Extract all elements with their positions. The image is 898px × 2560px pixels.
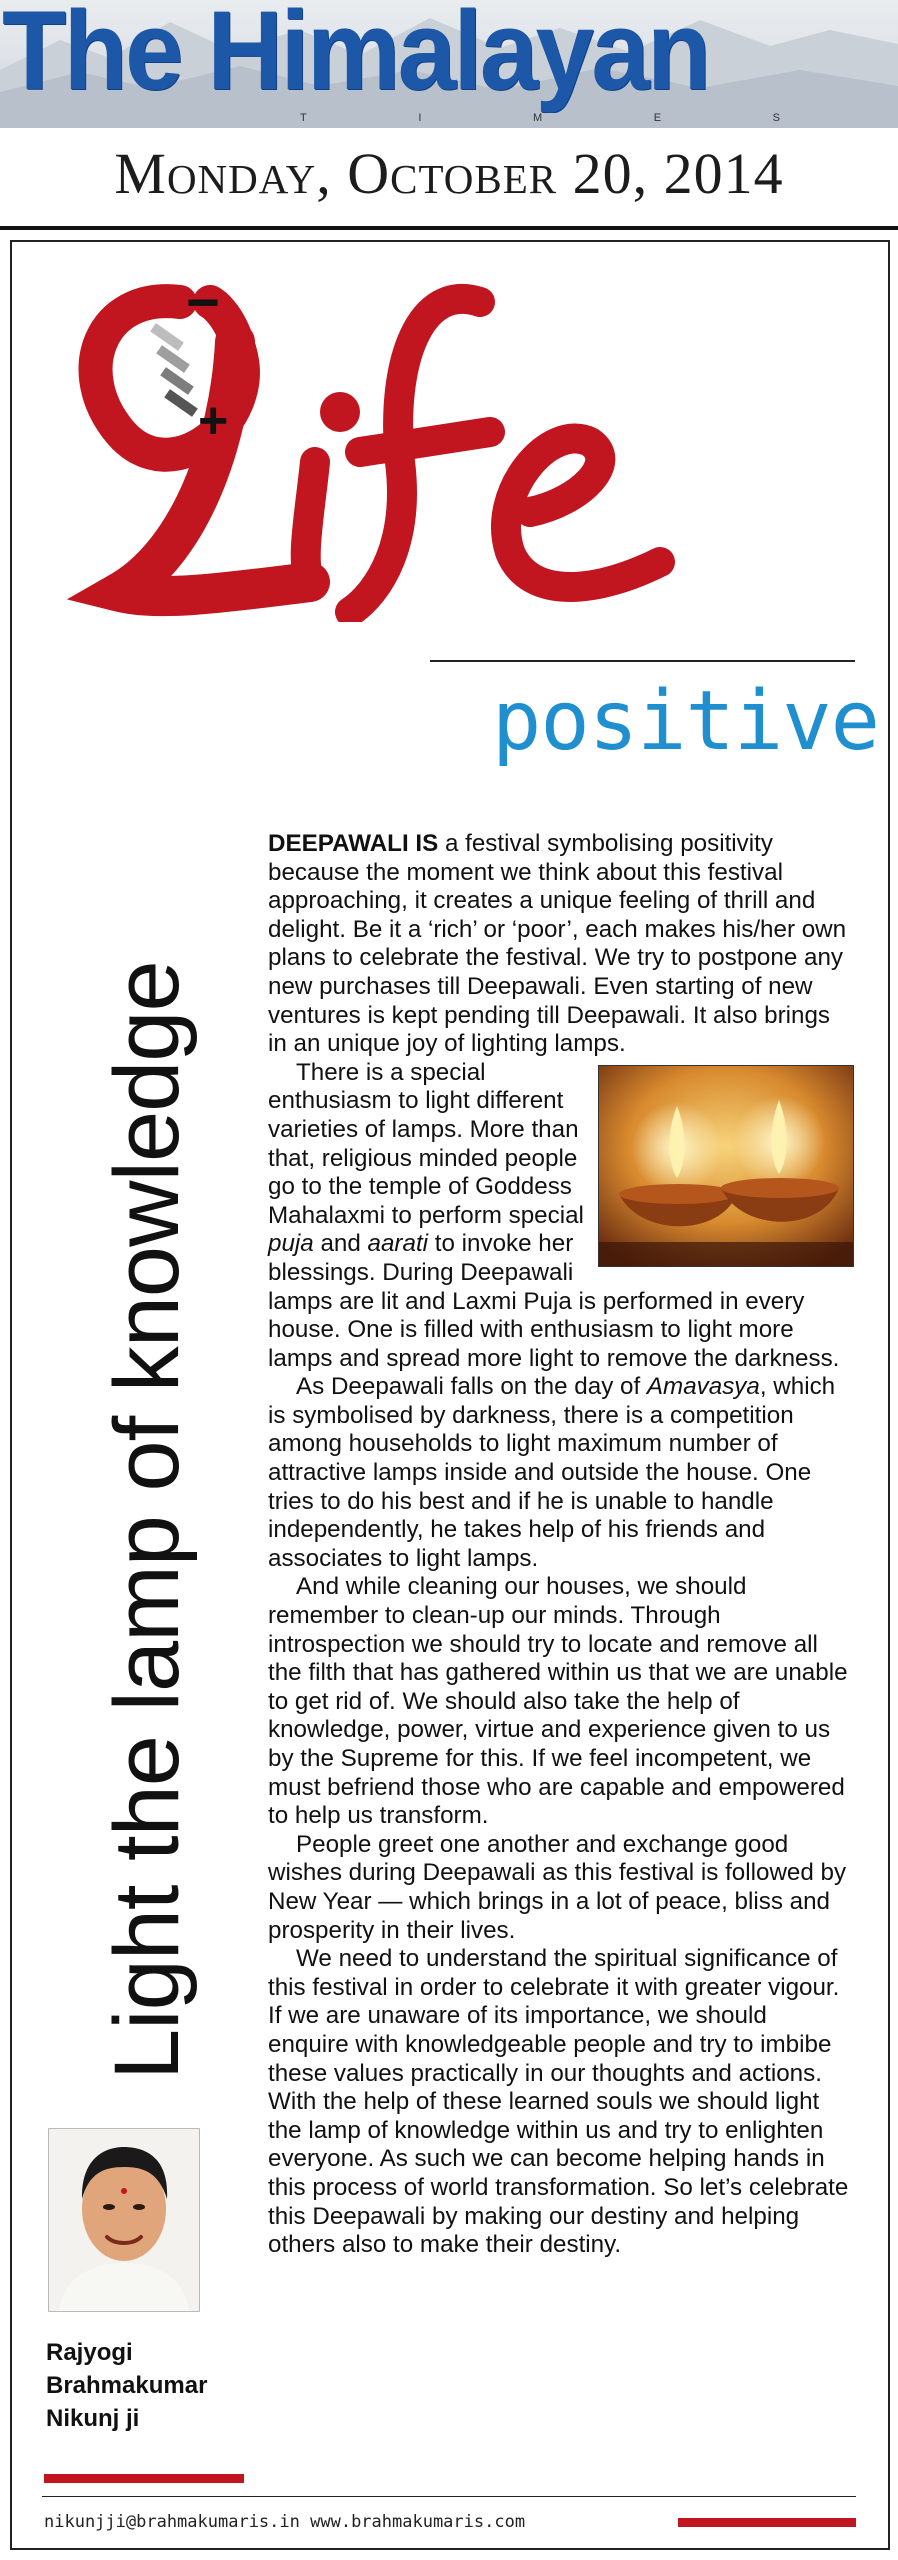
article-paragraph-5: People greet one another and exchange good wishes during Deepawali as this festival is followed by New Year — which brings in a lot of peace, bliss and prosperity in their lives. [268,1830,847,1944]
article-p2-text: and [313,1230,368,1258]
author-photo [48,2128,200,2312]
article-p2-aarati: aarati [367,1230,429,1258]
article-p2-text: to invoke her blessings. During Deepawali lamps are lit and Laxmi Puja is performed in every house. One is filled with enthusiasm to light more lamps and spread more light to remove the darkness. [268,1230,840,1372]
headline: Light the lamp of knowledge [96,961,198,2080]
author-order: Brahmakumar [46,2372,208,2399]
article-paragraph-1 [268,830,854,1059]
article-p3-text: As Deepawali falls on the day of [296,1373,647,1401]
life-logo [60,262,860,622]
dateline: Monday, October 20, 2014 [114,141,784,206]
logo-i [306,462,315,582]
diya-lamps-illustration [599,1066,853,1266]
article-p3-text: , which is symbolised by darkness, there is a competition among households to light maximum number of attractive lamps inside and outside the house. One tries to do his best and if he is unable to handle independently, he takes help of his friends and associates to light lamps. [268,1373,836,1572]
article-p1-text: a festival symbolising positivity because the moment we think about this festival approaching, it creates a unique feeling of thrill and delight. Be it a ‘rich’ or ‘poor’, each makes his/her own plans to celebrate the festival. We try to postpone any new purchases till Deepawali. Even starting of new ventures is kept pending till Deepawali. It also brings in an unique joy of lighting lamps. [268,830,847,1058]
diya-lamps-photo [598,1065,854,1267]
article-paragraph-4: And while cleaning our houses, we should remember to clean-up our minds. Through introspection we should try to locate and remove all the filth that has gathered within us that we are unable to get rid of. We should also take the help of knowledge, power, virtue and experience given to us by the Supreme for this. If we feel incompetent, we must befriend those who are capable and empowered to help us transform. [268,1573,848,1830]
logo-minus-symbol: − [186,270,220,335]
logo-f [350,299,490,612]
times-letter: T [300,112,307,124]
footer-email-link[interactable]: nikunjji@brahmakumaris.in [44,2512,300,2532]
top-rule [0,226,898,230]
times-letter: I [418,112,422,124]
logo-subword: positive [492,674,879,769]
logo-e [506,439,660,587]
article-p2-text: There is a special enthusiasm to light different varieties of lamps. More than that, religious minded people go to the temple of Goddess Mahalaxmi to perform special [268,1058,584,1229]
times-letter: M [532,112,543,124]
author-name: Nikunj ji [46,2405,140,2432]
masthead-title: The Himalayan [2,0,709,113]
red-accent-bar-right [678,2518,856,2527]
article-paragraph-6: We need to understand the spiritual significance of this festival in order to celebrate it with greater vigour. If we are unaware of its importance, we should enquire with knowledgeable people and try to imbibe these values practically in our thoughts and actions. With the help of these learned souls we should light the lamp of knowledge within us and try to enlighten everyone. As such we can become helping hands in this process of world transformation. So let’s celebrate this Deepawali by making our destiny and helping others also to make their destiny. [268,1945,849,2259]
red-accent-bar-left [44,2474,244,2483]
footer-rule [42,2496,856,2497]
article-body [268,830,854,2260]
masthead-times-letters [300,112,780,124]
logo-rule [430,660,855,662]
footer-contact [44,2502,684,2542]
masthead [0,0,898,128]
author-portrait [49,2129,199,2311]
article-p2-puja: puja [268,1230,314,1258]
times-letter: S [772,112,780,124]
times-letter: E [653,112,662,124]
article-lead: DEEPAWALI IS [268,830,439,857]
author-title: Rajyogi [46,2339,133,2366]
logo-dashes [150,323,198,417]
logo-plus-symbol: + [198,392,229,450]
article-p3-amavasya: Amavasya [646,1373,760,1401]
logo-i-dot [320,392,360,432]
article-paragraph-3 [268,1373,854,1573]
author-byline [46,2336,246,2435]
footer-website-link[interactable]: www.brahmakumaris.com [310,2512,526,2532]
